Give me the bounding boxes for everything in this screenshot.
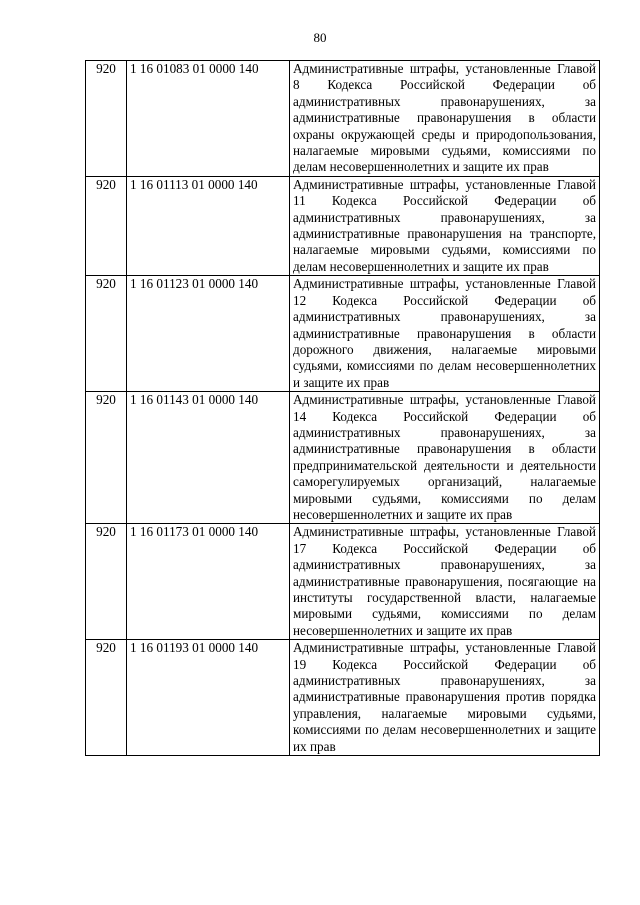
description-text: Административные штрафы, установленные Главой 17 Кодекса Российской Федерации об административных правонарушениях, за административные правонарушения, посягающие на институты государственной власти, налагаемые мировыми судьями, комиссиями по делам несовершеннолетних и защите их прав [293,524,596,638]
description-cell [290,392,600,524]
kbk-cell: 1 16 01083 01 0000 140 [127,61,290,177]
page-number: 80 [313,30,327,45]
description-cell [290,176,600,275]
table-row [86,176,600,275]
table-row [86,61,600,177]
kbk-cell: 1 16 01143 01 0000 140 [127,392,290,524]
admin-code-cell: 920 [86,176,127,275]
fines-table [85,60,600,756]
kbk-cell: 1 16 01173 01 0000 140 [127,524,290,640]
description-cell [290,276,600,392]
description-cell [290,640,600,756]
description-text: Административные штрафы, установленные Главой 12 Кодекса Российской Федерации об административных правонарушениях, за административные правонарушения в области дорожного движения, налагаемые мировыми судьями, комиссиями по делам несовершеннолетних и защите их прав [293,276,596,390]
table-row [86,392,600,524]
admin-code-cell: 920 [86,276,127,392]
table-row [86,640,600,756]
kbk-cell: 1 16 01113 01 0000 140 [127,176,290,275]
description-cell [290,524,600,640]
description-text: Административные штрафы, установленные Главой 11 Кодекса Российской Федерации об административных правонарушениях, за административные правонарушения на транспорте, налагаемые мировыми судьями, комиссиями по делам несовершеннолетних и защите их прав [293,176,596,274]
table-row [86,276,600,392]
description-text: Административные штрафы, установленные Главой 19 Кодекса Российской Федерации об административных правонарушениях, за административные правонарушения против порядка управления, налагаемые мировыми судьями, комиссиями по делам несовершеннолетних и защите их прав [293,640,596,754]
description-cell [290,61,600,177]
table-row [86,524,600,640]
description-text: Административные штрафы, установленные Главой 14 Кодекса Российской Федерации об административных правонарушениях, за административные правонарушения в области предпринимательской деятельности и деятельности саморегулируемых организаций, налагаемые мировыми судьями, комиссиями по делам несовершеннолетних и защите их прав [293,392,596,522]
kbk-cell: 1 16 01123 01 0000 140 [127,276,290,392]
admin-code-cell: 920 [86,392,127,524]
admin-code-cell: 920 [86,524,127,640]
kbk-cell: 1 16 01193 01 0000 140 [127,640,290,756]
description-text: Административные штрафы, установленные Главой 8 Кодекса Российской Федерации об административных правонарушениях, за административные правонарушения в области охраны окружающей среды и природопользования, налагаемые мировыми судьями, комиссиями по делам несовершеннолетних и защите их прав [293,61,596,175]
admin-code-cell: 920 [86,640,127,756]
admin-code-cell: 920 [86,61,127,177]
